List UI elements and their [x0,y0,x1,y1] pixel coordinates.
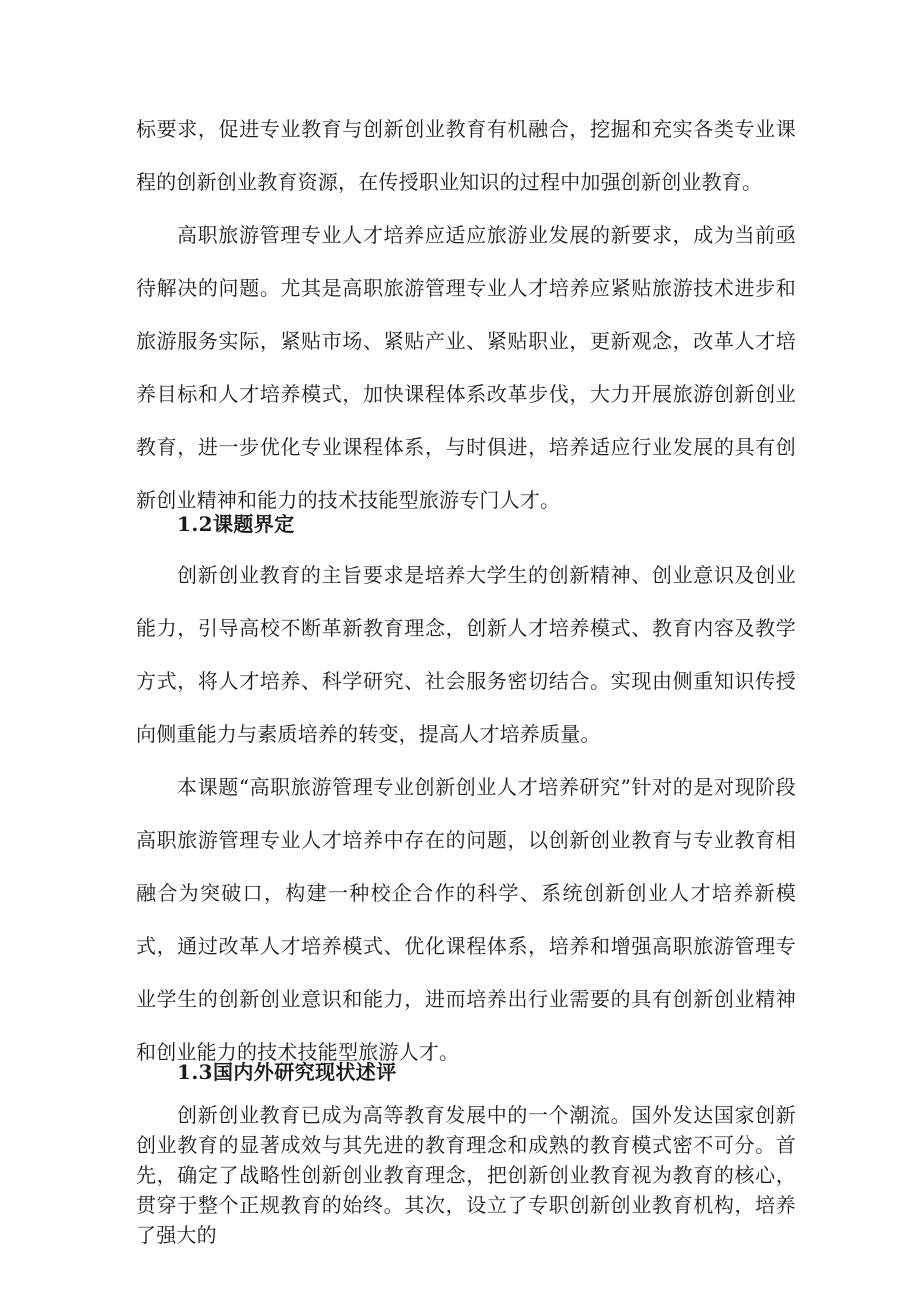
paragraph-tourism-requirements: 高职旅游管理专业人才培养应适应旅游业发展的新要求，成为当前亟待解决的问题。尤其是高职旅游管理专业人才培养应紧贴旅游技术进步和旅游服务实际，紧贴市场、紧贴产业、紧贴职业，更新观念，改革人才培养目标和人才培养模式，加快课程体系改革步伐，大力开展旅游创新创业教育，进一步优化专业课程体系，与时俱进，培养适应行业发展的具有创新创业精神和能力的技术技能型旅游专门人才。 [136,223,796,512]
section-heading-1-2: 1.2课题界定 [177,512,295,536]
paragraph-topic-scope: 本课题“高职旅游管理专业创新创业人才培养研究”针对的是对现阶段高职旅游管理专业人才培养中存在的问题，以创新创业教育与专业教育相融合为突破口，构建一种校企合作的科学、系统创新创业人才培养新模式，通过改革人才培养模式、优化课程体系，培养和增强高职旅游管理专业学生的创新创业意识和能力，进而培养出行业需要的具有创新创业精神和创业能力的技术技能型旅游人才。 [136,775,796,1064]
section-heading-1-3: 1.3国内外研究现状述评 [177,1060,397,1084]
paragraph-research-review: 创新创业教育已成为高等教育发展中的一个潮流。国外发达国家创新创业教育的显著成效与其先进的教育理念和成熟的教育模式密不可分。首先，确定了战略性创新创业教育理念，把创新创业教育视为教育的核心，贯穿于整个正规教育的始终。其次，设立了专职创新创业教育机构，培养了强大的 [136,1103,796,1247]
paragraph-continuation: 标要求，促进专业教育与创新创业教育有机融合，挖掘和充实各类专业课程的创新创业教育资源，在传授职业知识的过程中加强创新创业教育。 [136,117,796,194]
paragraph-topic-definition: 创新创业教育的主旨要求是培养大学生的创新精神、创业意识及创业能力，引导高校不断革新教育理念，创新人才培养模式、教育内容及教学方式，将人才培养、科学研究、社会服务密切结合。实现由侧重知识传授向侧重能力与素质培养的转变，提高人才培养质量。 [136,563,796,746]
